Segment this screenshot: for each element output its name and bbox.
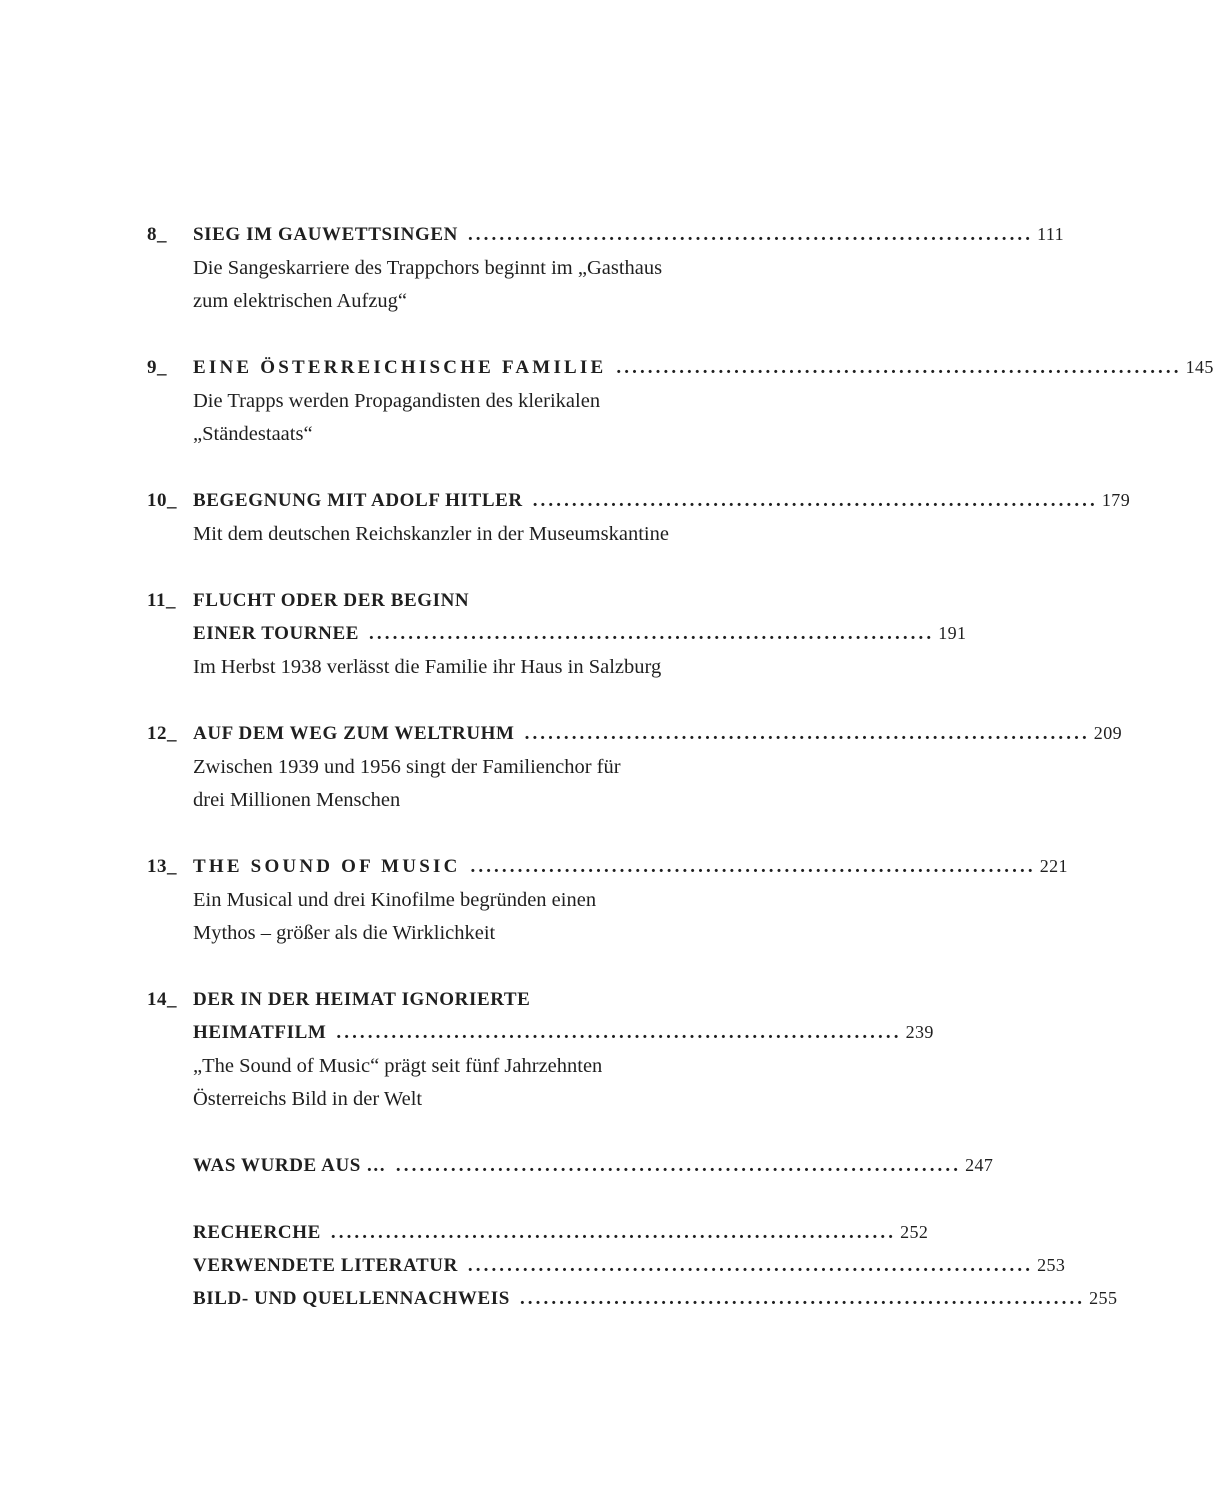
chapter-subtitle: Die Trapps werden Propagandisten des klerikalen	[193, 390, 601, 412]
chapter-subtitle: „Ständestaats“	[193, 423, 313, 445]
dot-leader: ........................................................................	[330, 1222, 897, 1243]
chapter-number: 13_	[147, 856, 177, 877]
chapter-title: THE SOUND OF MUSIC	[193, 856, 461, 877]
dot-leader: ........................................................................	[467, 224, 1034, 245]
dot-leader: ........................................................................	[467, 1255, 1034, 1276]
chapter-title-continued: EINER TOURNEE	[193, 623, 360, 644]
toc-heading-row	[147, 485, 1131, 518]
toc-heading-row	[147, 219, 1065, 252]
chapter-subtitle: zum elektrischen Aufzug“	[193, 290, 408, 312]
toc-heading-row	[147, 718, 1122, 751]
toc-heading-row	[147, 352, 1214, 385]
toc-entry	[147, 219, 1065, 318]
toc-heading-row	[147, 851, 1068, 884]
chapter-subtitle: Im Herbst 1938 verlässt die Familie ihr Haus in Salzburg	[193, 656, 662, 678]
chapter-title: SIEG IM GAUWETTSINGEN	[193, 224, 458, 245]
chapter-subtitle: Ein Musical und drei Kinofilme begründen einen	[193, 889, 597, 911]
chapter-subtitle: drei Millionen Menschen	[193, 789, 401, 811]
chapter-subtitle: Mythos – größer als die Wirklichkeit	[193, 922, 496, 944]
page-number: 179	[1101, 490, 1131, 510]
chapter-number: 14_	[147, 989, 177, 1010]
chapter-number: 12_	[147, 723, 177, 744]
toc-appendix-entry	[147, 1150, 994, 1183]
page-number: 209	[1093, 723, 1122, 743]
toc-entry	[147, 984, 934, 1116]
chapter-subtitle: Mit dem deutschen Reichskanzler in der Museumskantine	[193, 523, 669, 545]
dot-leader: ........................................................................	[369, 623, 935, 644]
chapter-number: 9_	[147, 357, 167, 378]
appendix-title: WAS WURDE AUS …	[193, 1155, 386, 1176]
dot-leader: ........................................................................	[470, 856, 1036, 877]
page-number: 191	[938, 623, 967, 643]
appendix-title: RECHERCHE	[193, 1222, 321, 1243]
dot-leader: ........................................................................	[519, 1288, 1086, 1309]
chapter-title: BEGEGNUNG MIT ADOLF HITLER	[193, 490, 523, 511]
chapter-subtitle: Die Sangeskarriere des Trappchors beginnt im „Gasthaus	[193, 257, 663, 279]
page-number: 253	[1037, 1255, 1066, 1275]
toc-entry	[147, 718, 1122, 817]
dot-leader: ........................................................................	[524, 723, 1090, 744]
dot-leader: ........................................................................	[395, 1155, 962, 1176]
toc-heading-row	[147, 585, 780, 618]
chapter-title: AUF DEM WEG ZUM WELTRUHM	[193, 723, 515, 744]
toc-appendix-entry	[147, 1283, 1118, 1316]
chapter-title: EINE ÖSTERREICHISCHE FAMILIE	[193, 357, 607, 378]
toc-entry	[147, 352, 1214, 451]
toc-heading-row	[147, 1250, 1066, 1283]
chapter-subtitle: „The Sound of Music“ prägt seit fünf Jahrzehnten	[193, 1055, 603, 1077]
chapter-number: 10_	[147, 490, 177, 511]
toc-heading-row	[147, 618, 967, 651]
page-number: 145	[1185, 357, 1214, 377]
table-of-contents	[147, 219, 1214, 1316]
page-number: 252	[900, 1222, 929, 1242]
appendix-title: BILD- UND QUELLENNACHWEIS	[193, 1288, 510, 1309]
page-number: 221	[1039, 856, 1068, 876]
chapter-title: FLUCHT ODER DER BEGINN	[193, 590, 470, 611]
chapter-title: DER IN DER HEIMAT IGNORIERTE	[193, 989, 531, 1010]
chapter-title-continued: HEIMATFILM	[193, 1022, 327, 1043]
page-number: 111	[1037, 224, 1065, 244]
toc-entry	[147, 851, 1068, 950]
dot-leader: ........................................................................	[336, 1022, 902, 1043]
toc-appendix-entry	[147, 1250, 1066, 1283]
appendix-title: VERWENDETE LITERATUR	[193, 1255, 458, 1276]
toc-heading-row	[147, 984, 780, 1017]
toc-heading-row	[147, 1017, 934, 1050]
toc-entry	[147, 485, 1131, 551]
toc-heading-row	[147, 1283, 1118, 1316]
chapter-number: 11_	[147, 590, 176, 611]
page-number: 239	[905, 1022, 934, 1042]
toc-heading-row	[147, 1150, 994, 1183]
page-number: 255	[1089, 1288, 1118, 1308]
toc-entry	[147, 585, 967, 684]
toc-appendix-entry	[147, 1217, 929, 1250]
chapter-subtitle: Österreichs Bild in der Welt	[193, 1088, 423, 1110]
chapter-subtitle: Zwischen 1939 und 1956 singt der Familienchor für	[193, 756, 621, 778]
chapter-number: 8_	[147, 224, 167, 245]
dot-leader: ........................................................................	[616, 357, 1182, 378]
dot-leader: ........................................................................	[532, 490, 1098, 511]
toc-heading-row	[147, 1217, 929, 1250]
page-number: 247	[965, 1155, 994, 1175]
